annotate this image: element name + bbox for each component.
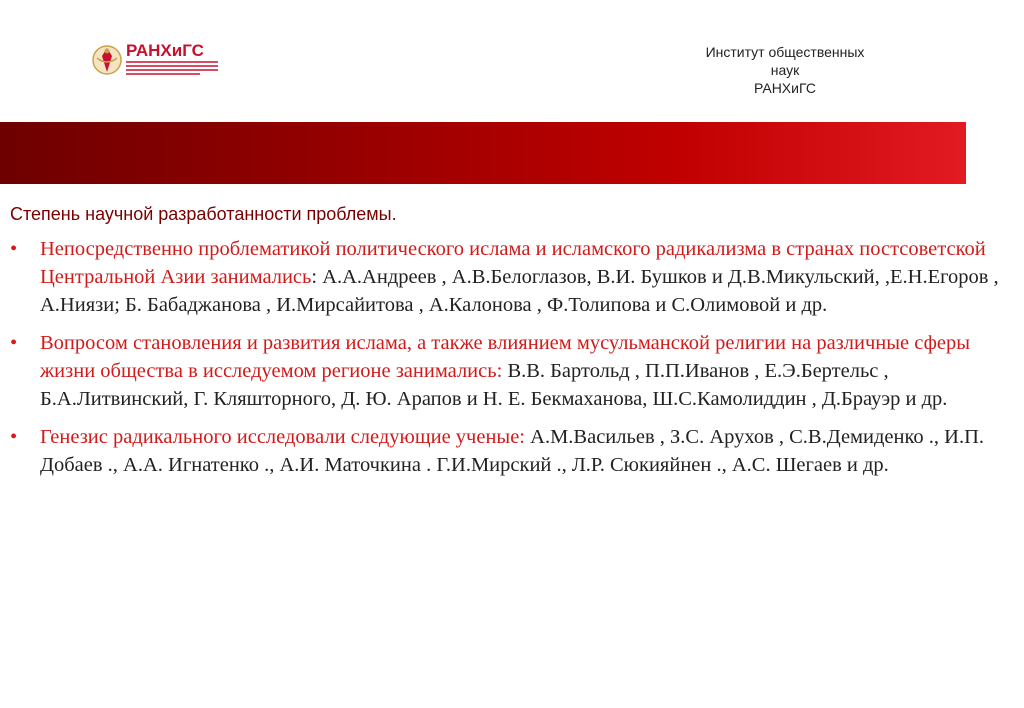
bullet-icon: • <box>10 426 18 448</box>
bullet-icon: • <box>10 238 18 260</box>
institute-line-2: РАНХиГС <box>753 80 817 96</box>
title-banner <box>0 122 966 184</box>
list-item <box>10 329 1000 413</box>
bullet-list <box>10 235 1000 479</box>
list-item <box>10 423 1000 479</box>
item-lead: Генезис радикального исследовали следующие ученые: <box>40 426 526 448</box>
svg-text:РАНХиГС: РАНХиГС <box>126 41 204 60</box>
slide-content <box>10 204 1000 489</box>
institute-line-1: Институт общественных наук <box>705 44 865 78</box>
ranepa-logo <box>90 36 230 86</box>
item-authors: : А.А.Андреев , А.В.Белоглазов, В.И. Бушков и Д.В.Микульский, ,Е.Н.Егоров , А.Ниязи; Б. Бабаджанова , И.Мирсайитова , А.Калонова , Ф.Толипова и С.Олимовой и др. <box>40 266 999 316</box>
item-lead: Вопросом становления и развития ислама, а также влиянием мусульманской религии на различные сферы жизни общества в исследуемом регионе занимались: <box>40 332 971 382</box>
bullet-icon: • <box>10 332 18 354</box>
item-authors: А.М.Васильев , З.С. Арухов , С.В.Демиденко ., И.П. Добаев ., А.А. Игнатенко ., А.И. Маточкина . Г.И.Мирский ., Л.Р. Сюкияйнен ., А.С. Шегаев и др. <box>40 426 985 476</box>
section-heading: Степень научной разработанности проблемы. <box>10 204 397 224</box>
institute-name <box>690 43 880 97</box>
list-item <box>10 235 1000 319</box>
item-authors: В.В. Бартольд , П.П.Иванов , Е.Э.Бертельс , Б.А.Литвинский, Г. Кляшторного, Д. Ю. Арапов и Н. Е. Бекмаханова, Ш.С.Камолиддин , Д.Брауэр и др. <box>40 360 948 410</box>
item-lead: Непосредственно проблематикой политического ислама и исламского радикализма в странах постсоветской Центральной Азии занимались <box>40 238 986 288</box>
